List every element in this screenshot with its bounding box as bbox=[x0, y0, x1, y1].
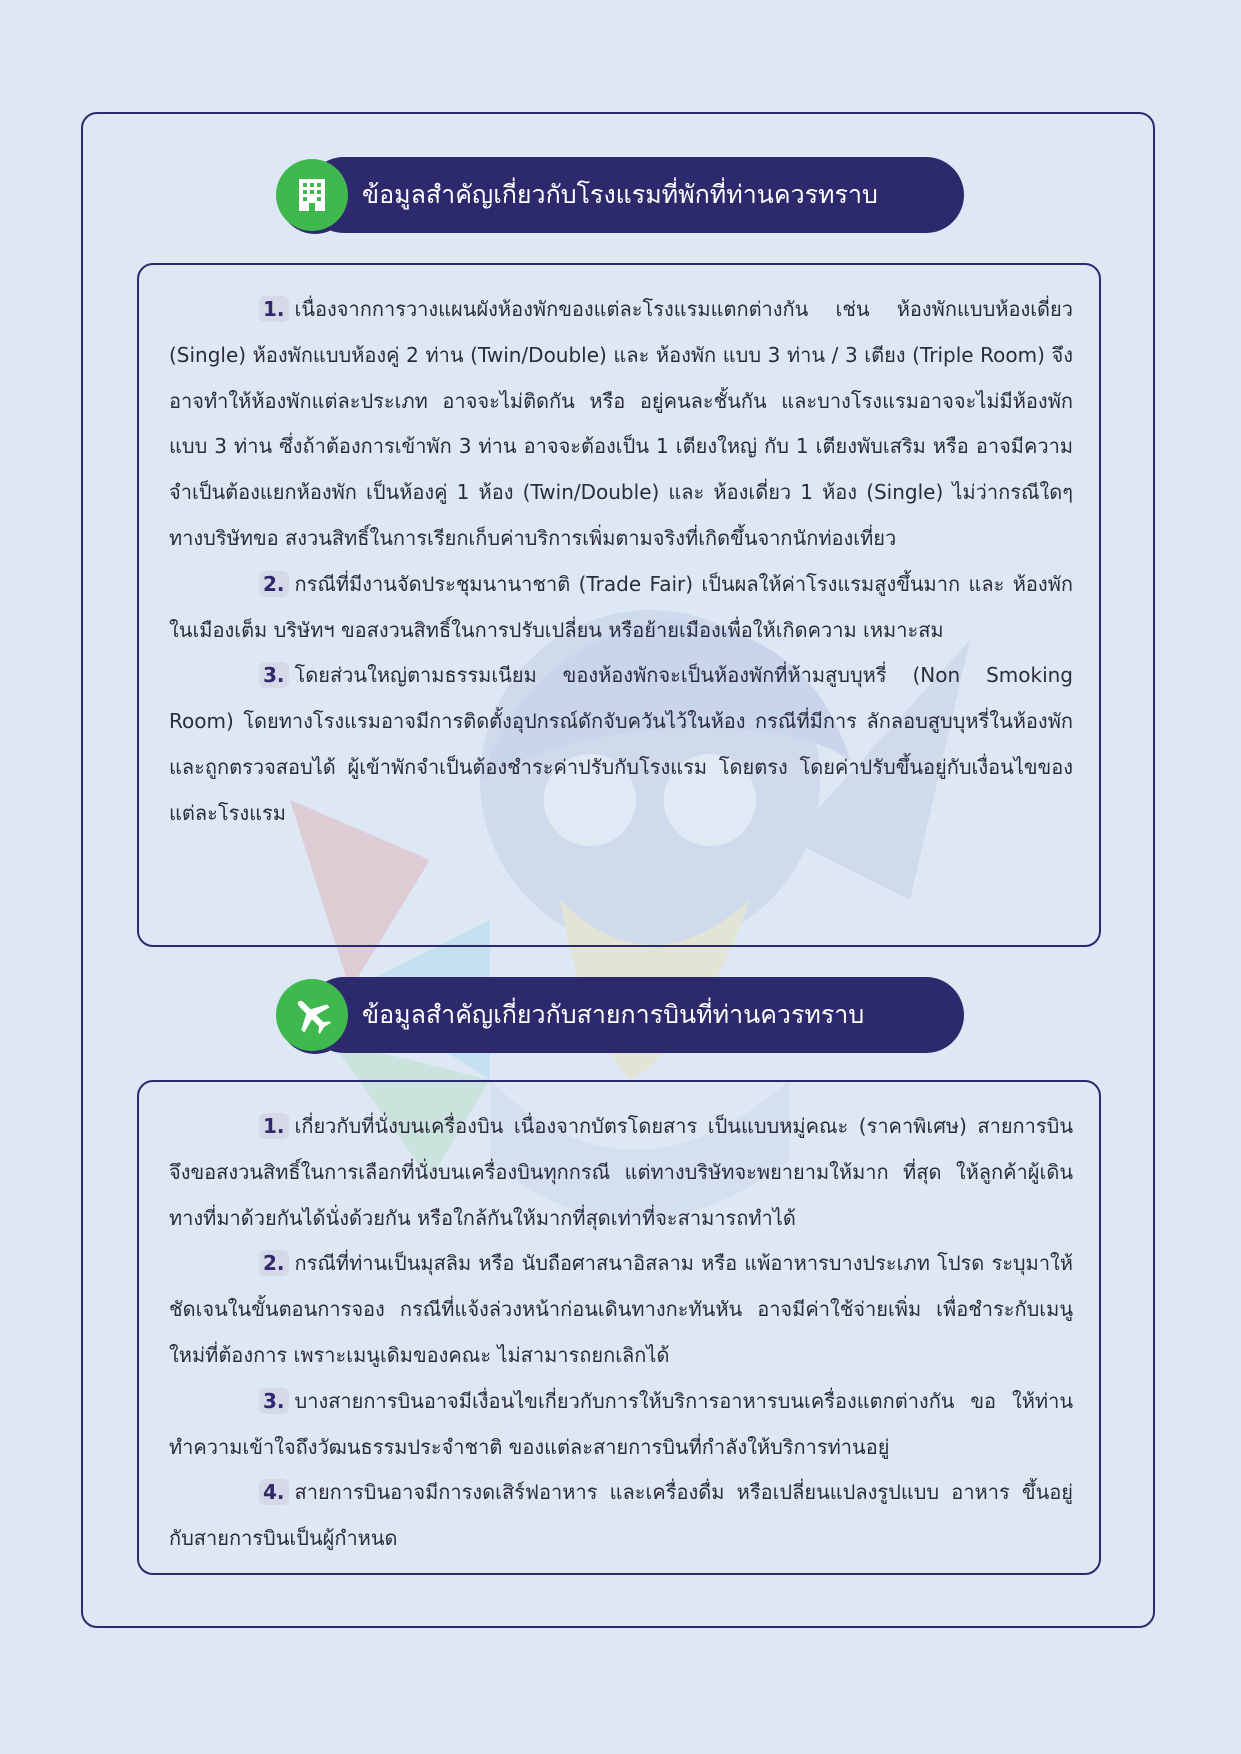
hotel-item bbox=[169, 287, 1073, 562]
hotel-item bbox=[169, 653, 1073, 836]
airline-item-text: บางสายการบินอาจมีเงื่อนไขเกี่ยวกับการให้บริการอาหารบนเครื่องแตกต่างกัน ขอ ให้ท่านทำความเข้าใจถึงวัฒนธรรมประจำชาติ ของแต่ละสายการบินที่กำลังให้บริการท่านอยู่ bbox=[169, 1388, 1073, 1459]
airplane-icon bbox=[276, 979, 348, 1051]
hotel-section-header bbox=[276, 157, 964, 233]
airline-section-header bbox=[276, 977, 964, 1053]
airline-item bbox=[169, 1241, 1073, 1378]
airline-header-pill bbox=[306, 977, 964, 1053]
item-number-badge: 2. bbox=[259, 571, 289, 597]
hotel-item-text: เนื่องจากการวางแผนผังห้องพักของแต่ละโรงแรมแตกต่างกัน เช่น ห้องพักแบบห้องเดี่ยว (Single) ห้องพักแบบห้องคู่ 2 ท่าน (Twin/Double) และ ห้องพัก แบบ 3 ท่าน / 3 เตียง (Triple Room) จึงอาจทำให้ห้องพักแต่ละประเภท อาจจะไม่ติดกัน หรือ อยู่คนละชั้นกัน และบางโรงแรมอาจจะไม่มีห้องพักแบบ 3 ท่าน ซึ่งถ้าต้องการเข้าพัก 3 ท่าน อาจจะต้องเป็น 1 เตียงใหญ่ กับ 1 เตียงพับเสริม หรือ อาจมีความจำเป็นต้องแยกห้องพัก เป็นห้องคู่ 1 ห้อง (Twin/Double) และ ห้องเดี่ยว 1 ห้อง (Single) ไม่ว่ากรณีใดๆ ทางบริษัทขอ สงวนสิทธิ์ในการเรียกเก็บค่าบริการเพิ่มตามจริงที่เกิดขึ้นจากนักท่องเที่ยว bbox=[169, 297, 1073, 550]
hotel-item-text: กรณีที่มีงานจัดประชุมนานาชาติ (Trade Fair) เป็นผลให้ค่าโรงแรมสูงขึ้นมาก และ ห้องพักในเมืองเต็ม บริษัทฯ ขอสงวนสิทธิ์ในการปรับเปลี่ยน หรือย้ายเมืองเพื่อให้เกิดความ เหมาะสม bbox=[169, 571, 1073, 642]
hotel-info-box bbox=[137, 263, 1101, 947]
airline-item bbox=[169, 1104, 1073, 1241]
building-icon bbox=[276, 159, 348, 231]
hotel-item bbox=[169, 562, 1073, 654]
airline-item bbox=[169, 1470, 1073, 1562]
hotel-item-text: โดยส่วนใหญ่ตามธรรมเนียม ของห้องพักจะเป็นห้องพักที่ห้ามสูบบุหรี่ (Non Smoking Room) โดยทางโรงแรมอาจมีการติดตั้งอุปกรณ์ดักจับควันไว้ในห้อง กรณีที่มีการ ลักลอบสูบบุหรี่ในห้องพัก และถูกตรวจสอบได้ ผู้เข้าพักจำเป็นต้องชำระค่าปรับกับโรงแรม โดยตรง โดยค่าปรับขึ้นอยู่กับเงื่อนไขของแต่ละโรงแรม bbox=[169, 663, 1073, 825]
airline-item-text: สายการบินอาจมีการงดเสิร์ฟอาหาร และเครื่องดื่ม หรือเปลี่ยนแปลงรูปแบบ อาหาร ขึ้นอยู่กับสายการบินเป็นผู้กำหนด bbox=[169, 1480, 1073, 1551]
airline-section-title: ข้อมูลสำคัญเกี่ยวกับสายการบินที่ท่านควรทราบ bbox=[362, 1000, 865, 1029]
item-number-badge: 2. bbox=[259, 1250, 289, 1276]
airline-info-box bbox=[137, 1080, 1101, 1575]
airline-item-text: กรณีที่ท่านเป็นมุสลิม หรือ นับถือศาสนาอิสลาม หรือ แพ้อาหารบางประเภท โปรด ระบุมาให้ชัดเจนในขั้นตอนการจอง กรณีที่แจ้งล่วงหน้าก่อนเดินทางกะทันหัน อาจมีค่าใช้จ่ายเพิ่ม เพื่อชำระกับเมนูใหม่ที่ต้องการ เพราะเมนูเดิมของคณะ ไม่สามารถยกเลิกได้ bbox=[169, 1251, 1073, 1367]
item-number-badge: 3. bbox=[259, 662, 289, 688]
item-number-badge: 1. bbox=[259, 296, 289, 322]
airline-item bbox=[169, 1379, 1073, 1471]
hotel-header-pill bbox=[306, 157, 964, 233]
item-number-badge: 4. bbox=[259, 1479, 289, 1505]
item-number-badge: 3. bbox=[259, 1388, 289, 1414]
hotel-section-title: ข้อมูลสำคัญเกี่ยวกับโรงแรมที่พักที่ท่านควรทราบ bbox=[362, 180, 878, 209]
item-number-badge: 1. bbox=[259, 1113, 289, 1139]
airline-item-text: เกี่ยวกับที่นั่งบนเครื่องบิน เนื่องจากบัตรโดยสาร เป็นแบบหมู่คณะ (ราคาพิเศษ) สายการบินจึงขอสงวนสิทธิ์ในการเลือกที่นั่งบนเครื่องบินทุกกรณี แต่ทางบริษัทจะพยายามให้มาก ที่สุด ให้ลูกค้าผู้เดินทางที่มาด้วยกันได้นั่งด้วยกัน หรือใกล้กันให้มากที่สุดเท่าที่จะสามารถทำได้ bbox=[169, 1114, 1073, 1230]
